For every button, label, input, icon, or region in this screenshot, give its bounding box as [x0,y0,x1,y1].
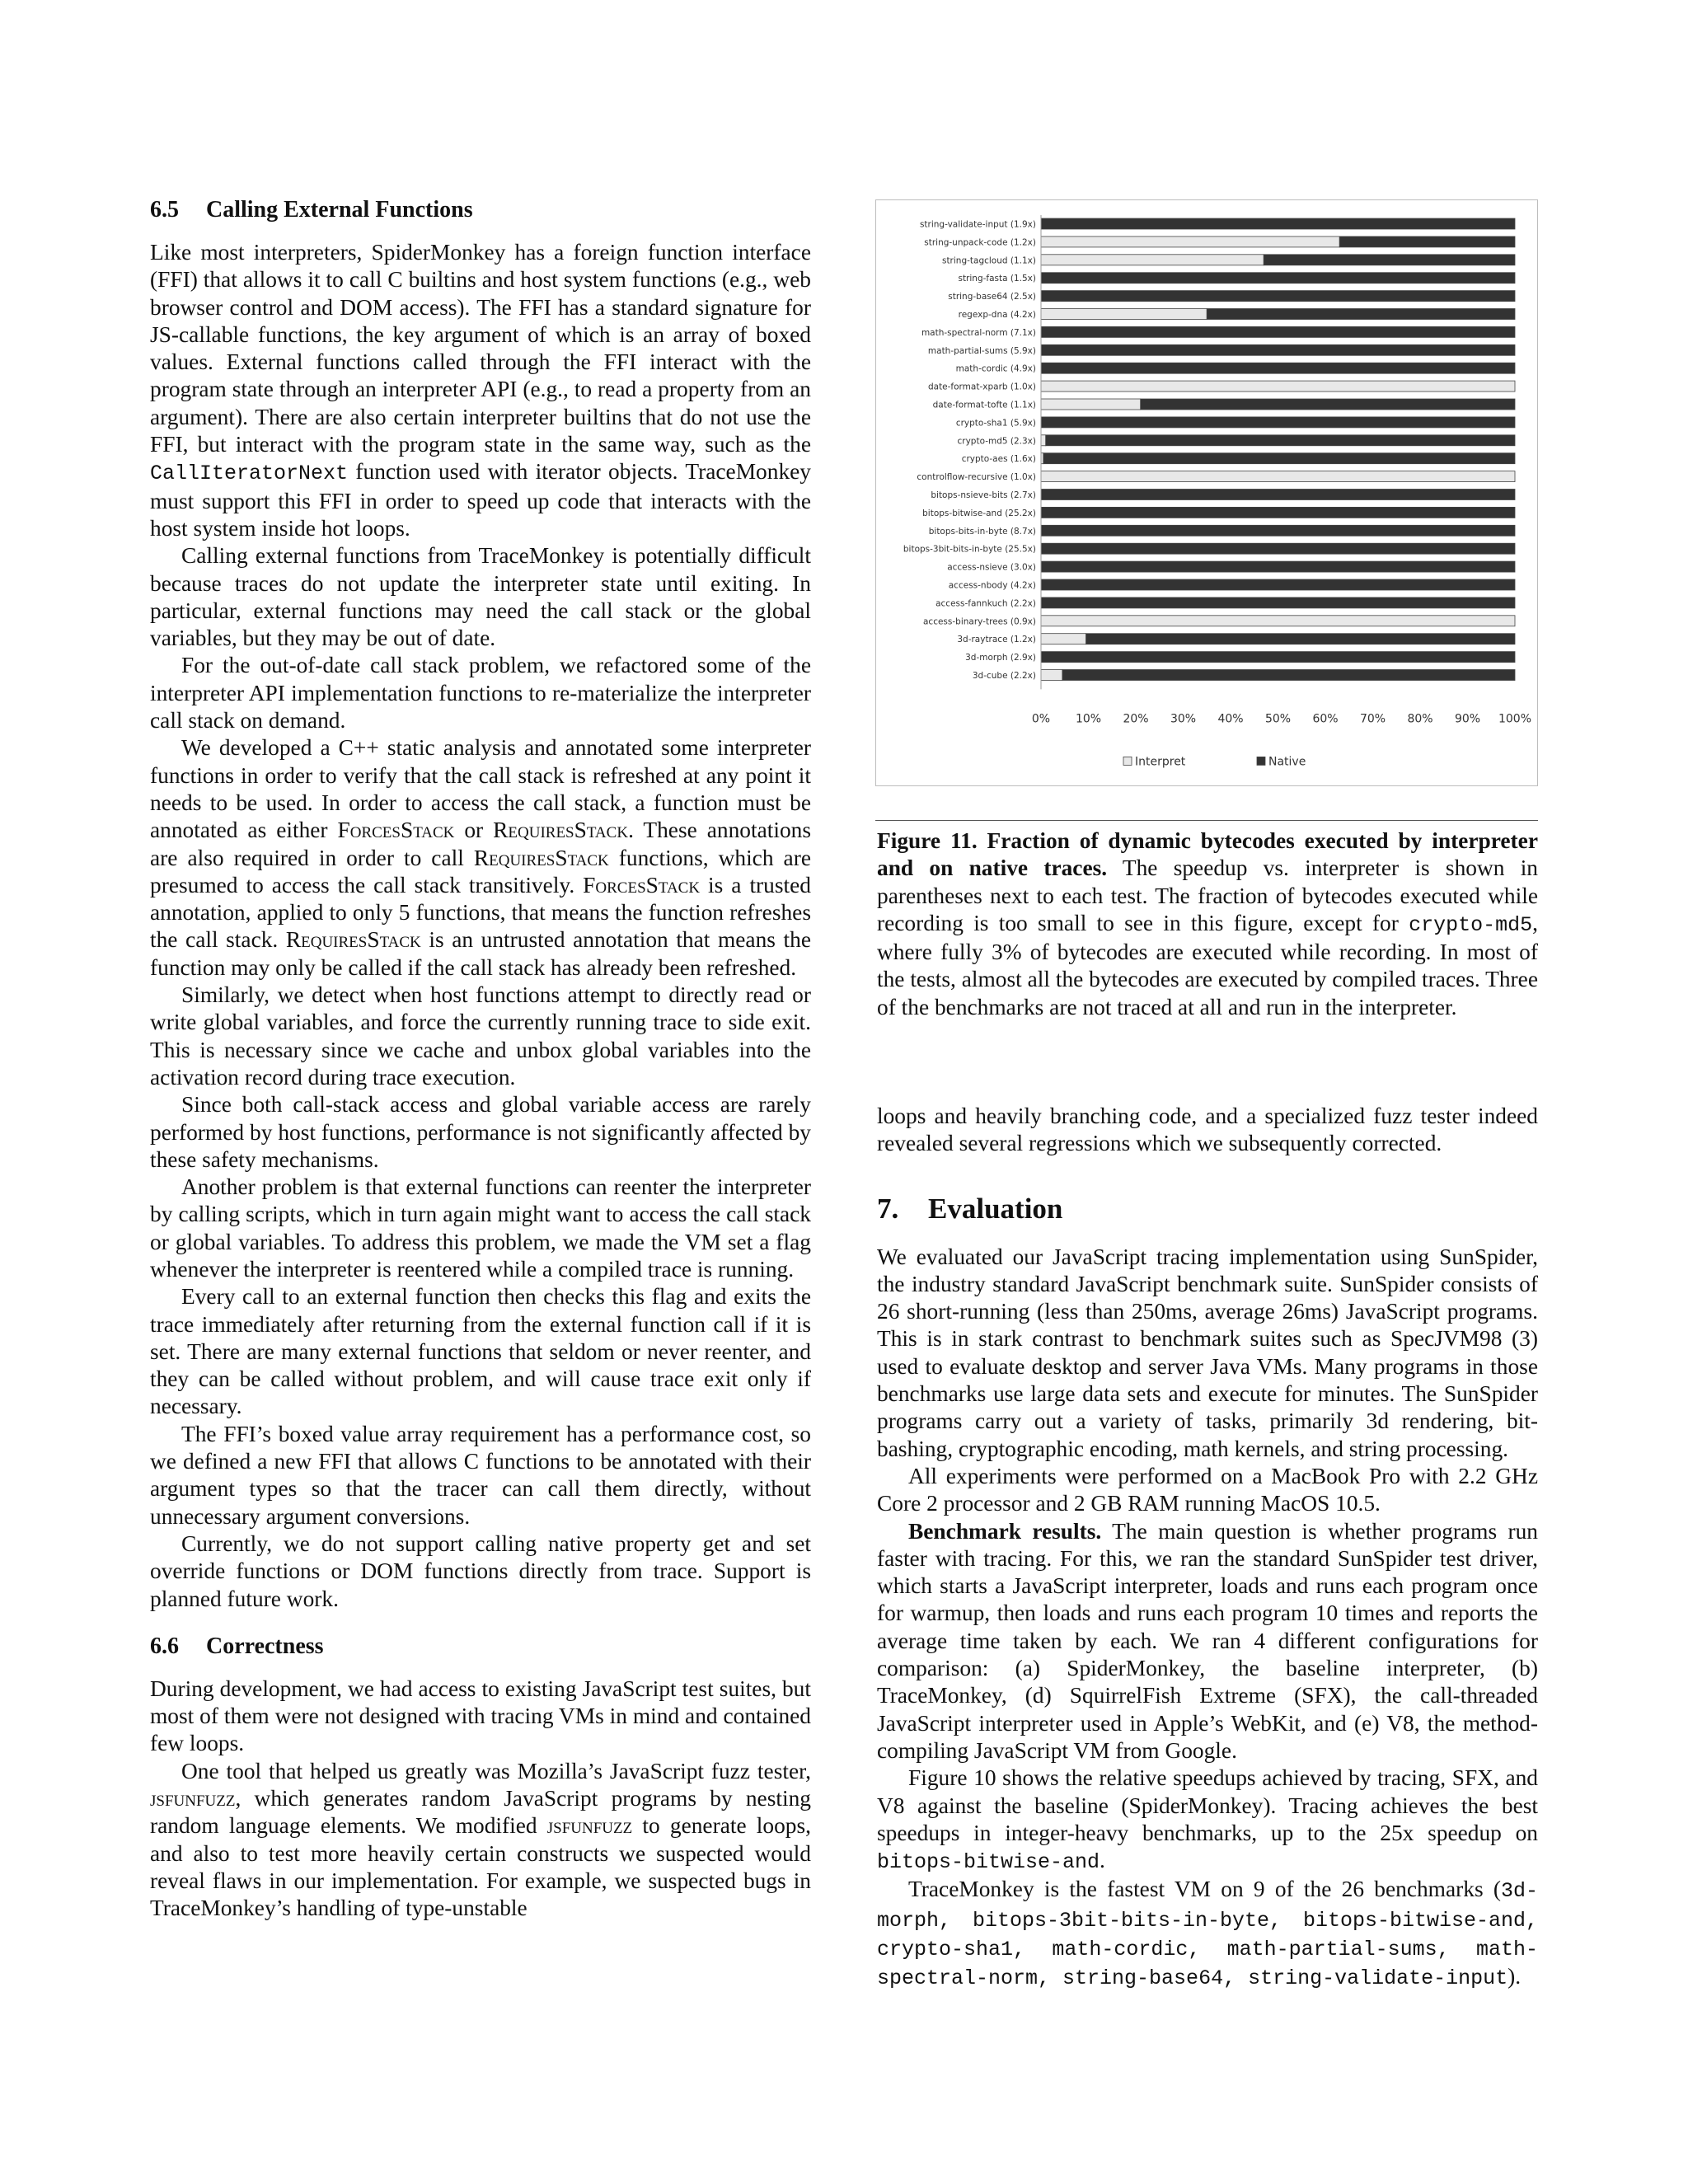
bar-native [1046,435,1515,446]
bar-native [1041,417,1515,428]
bar-native [1041,543,1515,554]
category-label: date-format-xparb (1.0x) [927,382,1036,392]
paragraph: Similarly, we detect when host functions attempt to directly read or write global variables, and force the currently running trace to side exit. This is necessary since we cache and unbox global variables into the activation record during trace execution. [150,982,811,1090]
paragraph: During development, we had access to existing JavaScript test suites, but most of them were not designed with tracing VMs in mind and contained few loops. [150,1675,811,1756]
bar-native [1041,561,1515,572]
section-7-heading: 7. Evaluation [877,1192,1063,1225]
category-label: regexp-dna (4.2x) [958,310,1036,320]
legend-swatch [1257,757,1265,765]
category-label: string-fasta (1.5x) [958,274,1036,284]
bar-native [1041,507,1515,518]
bar-native [1041,363,1515,373]
paragraph: Like most interpreters, SpiderMonkey has a foreign function interface (FFI) that allows it to call C builtins and host system functions (e.g., web browser control and DOM access). The FFI has a standard signature for JS-callable functions, the key argument of which is an array of boxed values. External functions called through the FFI interact with the program state through an interpreter API (e.g., to read a property from an argument). There are also certain interpreter builtins that do not use the FFI, but interact with the program state in the same way, such as the CallIteratorNext function used with iterator objects. TraceMonkey must support this FFI in order to speed up code that interacts with the host system inside hot loops. [150,240,811,541]
bar-interpret [1041,471,1515,482]
paragraph: loops and heavily branching code, and a specialized fuzz tester indeed revealed several regressions which we subsequently corrected. [877,1104,1538,1156]
category-label: bitops-bitwise-and (25.2x) [922,508,1036,518]
bar-native [1043,453,1515,464]
paragraph: We developed a C++ static analysis and annotated some interpreter functions in order to verify that the call stack is refreshed at any point it needs to be used. In order to access the call stack, a function must be annotated as either ForcesStack or RequiresStack. These annotations are also required in order to call RequiresStack functions, which are presumed to access the call stack transitively. ForcesStack is a trusted annotation, applied to only 5 functions, that means the function refreshes the call stack. RequiresStack is an untrusted annotation that means the function may only be called if the call stack has already been refreshed. [150,735,811,980]
x-tick-label: 90% [1454,712,1481,726]
category-label: bitops-bits-in-byte (8.7x) [928,526,1036,537]
bar-native [1062,670,1515,681]
figure-11-chart [875,199,1538,786]
x-tick-label: 10% [1075,712,1102,726]
category-label: 3d-raytrace (1.2x) [957,635,1036,645]
bar-native [1086,634,1515,644]
x-tick-label: 30% [1170,712,1197,726]
category-label: bitops-nsieve-bits (2.7x) [931,490,1036,500]
category-label: access-binary-trees (0.9x) [922,616,1036,627]
bar-native [1041,326,1515,337]
x-tick-label: 100% [1498,712,1532,726]
bar-native [1041,652,1515,663]
bar-native [1207,309,1515,320]
bar-native [1041,579,1515,590]
bar-interpret [1041,309,1207,320]
paragraph: Figure 10 shows the relative speedups achieved by tracing, SFX, and V8 against the baseline (SpiderMonkey). Tracing achieves the best speedups in integer-heavy benchmarks, up to the 25x speedup on bitops-bitwise-and. [877,1765,1538,1875]
paragraph: Another problem is that external functions can reenter the interpreter by calling scripts, which in turn again might want to access the call stack or global variables. To address this problem, we made the VM set a flag whenever the interpreter is reentered while a compiled trace is running. [150,1174,811,1282]
category-label: date-format-tofte (1.1x) [932,400,1036,410]
bar-native [1041,344,1515,355]
left-column [150,196,811,1923]
category-label: 3d-cube (2.2x) [972,671,1036,681]
paragraph: One tool that helped us greatly was Mozilla’s JavaScript fuzz tester, jsfunfuzz, which generates random JavaScript programs by nesting random language elements. We modified jsfunfuzz to generate loops, and also to test more heavily certain constructs we suspected would reveal flaws in our implementation. For example, we suspected bugs in TraceMonkey’s handling of type-unstable [150,1758,811,1921]
paragraph: Benchmark results. The main question is whether programs run faster with tracing. For this, we ran the standard SunSpider test driver, which starts a JavaScript interpreter, loads and runs each program once for warmup, then loads and runs each program 10 times and reports the average time taken by each. We ran 4 different configurations for comparison: (a) SpiderMonkey, the baseline interpreter, (b) TraceMonkey, (d) SquirrelFish Extreme (SFX), the call-threaded JavaScript interpreter used in Apple’s WebKit, and (e) V8, the method-compiling JavaScript VM from Google. [877,1518,1538,1763]
bar-native [1041,291,1515,302]
category-label: bitops-3bit-bits-in-byte (25.5x) [903,544,1036,555]
bar-interpret [1041,634,1086,644]
bar-native [1141,399,1515,410]
category-label: access-nbody (4.2x) [948,580,1036,591]
bar-native [1041,273,1515,284]
bar-interpret [1041,670,1062,681]
category-label: math-partial-sums (5.9x) [927,345,1036,356]
category-label: crypto-sha1 (5.9x) [955,418,1036,429]
paragraph: For the out-of-date call stack problem, we refactored some of the interpreter API implementation functions to re-materialize the interpreter call stack on demand. [150,653,811,733]
x-tick-label: 40% [1217,712,1244,726]
stacked-bar-chart [876,200,1537,785]
category-label: access-nsieve (3.0x) [947,562,1036,573]
legend-label: Interpret [1135,755,1186,769]
category-label: string-tagcloud (1.1x) [941,255,1036,266]
legend-label: Native [1268,755,1306,769]
bar-interpret [1041,616,1515,626]
x-tick-label: 0% [1031,712,1051,726]
paragraph: Every call to an external function then checks this flag and exits the trace immediately after returning from the external function call if it is set. There are many external functions that seldom or never reenter, and they can be called without problem, and will cause trace exit only if necessary. [150,1284,811,1419]
paragraph: We evaluated our JavaScript tracing implementation using SunSpider, the industry standard JavaScript benchmark suite. SunSpider consists of 26 short-running (less than 250ms, average 26ms) JavaScript programs. This is in stark contrast to benchmark suites such as SpecJVM98 (3) used to evaluate desktop and server Java VMs. Many programs in those benchmarks use large data sets and execute for minutes. The SunSpider programs carry out a variety of tasks, primarily 3d rendering, bit-bashing, cryptographic encoding, math kernels, and string processing. [877,1244,1538,1461]
bar-native [1041,598,1515,608]
category-label: string-base64 (2.5x) [948,292,1036,302]
bar-interpret [1041,237,1339,247]
category-label: access-fannkuch (2.2x) [935,598,1036,609]
bar-native [1339,237,1515,247]
x-tick-label: 80% [1407,712,1433,726]
bar-interpret [1041,435,1046,446]
category-label: string-validate-input (1.9x) [919,219,1036,230]
bar-interpret [1041,255,1264,265]
legend-swatch [1123,757,1132,765]
x-tick-label: 60% [1312,712,1339,726]
x-tick-label: 70% [1359,712,1386,726]
category-label: controlflow-recursive (1.0x) [917,472,1036,483]
bar-native [1041,218,1515,229]
bar-native [1041,525,1515,536]
figure-divider [875,820,1538,821]
paragraph: Currently, we do not support calling native property get and set override functions or DOM functions directly from trace. Support is planned future work. [150,1530,811,1611]
x-tick-label: 20% [1123,712,1149,726]
category-label: math-cordic (4.9x) [955,363,1036,374]
bar-interpret [1041,381,1515,391]
category-label: math-spectral-norm (7.1x) [921,327,1036,338]
paragraph: TraceMonkey is the fastest VM on 9 of the 26 benchmarks (3d-morph, bitops-3bit-bits-in-byte, bitops-bitwise-and, crypto-sha1, math-cordic, math-partial-sums, math-spectral-norm, string-base64, string-validate-input). [877,1877,1538,1991]
bar-native [1264,255,1515,265]
bar-native [1041,490,1515,500]
figure-11-caption: Figure 11. Fraction of dynamic bytecodes executed by interpreter and on native traces. The speedup vs. interpreter is shown in parentheses next to each test. The fraction of bytecodes executed while recording is too small to see in this figure, except for crypto-md5, where fully 3% of bytecodes are executed while recording. In most of the tests, almost all the bytecodes are executed by compiled traces. Three of the benchmarks are not traced at all and run in the interpreter. [877,828,1538,1019]
paragraph: All experiments were performed on a MacBook Pro with 2.2 GHz Core 2 processor and 2 GB RAM running MacOS 10.5. [877,1463,1538,1516]
right-column [877,1103,1538,1993]
section-6-5-heading: 6.5 Calling External Functions [150,197,473,223]
category-label: crypto-md5 (2.3x) [957,436,1036,447]
section-6-6-heading: 6.6 Correctness [150,1633,324,1659]
paragraph: The FFI’s boxed value array requirement has a performance cost, so we defined a new FFI that allows C functions to be annotated with their argument types so that the tracer can call them directly, without unnecessary argument conversions. [150,1421,811,1529]
paragraph: Since both call-stack access and global variable access are rarely performed by host functions, performance is not significantly affected by these safety mechanisms. [150,1092,811,1172]
x-tick-label: 50% [1264,712,1292,726]
bar-interpret [1041,399,1141,410]
category-label: string-unpack-code (1.2x) [924,237,1036,248]
paragraph: Calling external functions from TraceMonkey is potentially difficult because traces do not update the interpreter state until exiting. In particular, external functions may need the call stack or the global variables, but they may be out of date. [150,543,811,651]
category-label: crypto-aes (1.6x) [961,454,1036,465]
category-label: 3d-morph (2.9x) [965,653,1036,663]
